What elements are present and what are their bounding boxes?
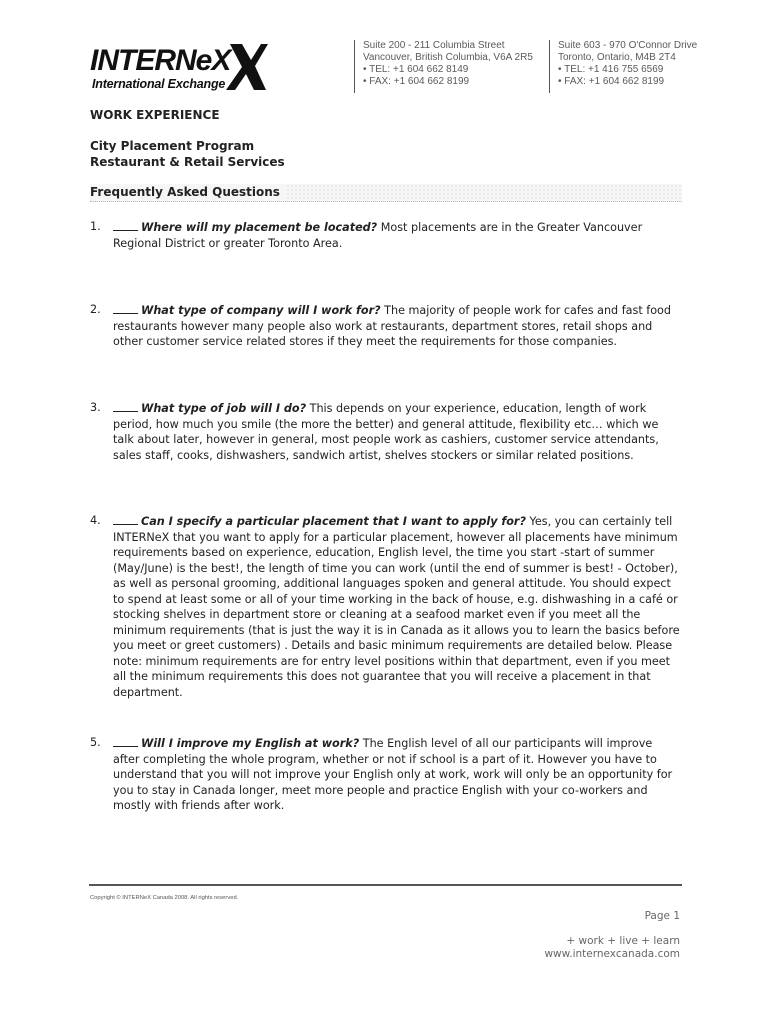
faq-item <box>90 735 682 814</box>
faq-number: 4. <box>90 514 101 527</box>
vancouver-office-address: Suite 200 - 211 Columbia Street Vancouver, British Columbia, V6A 2R5 • TEL: +1 604 662 8149 • FAX: +1 604 662 8199 <box>354 40 533 93</box>
footer-tagline: + work + live + learn <box>566 935 680 947</box>
answer-blank <box>113 735 138 747</box>
faq-question: What type of job will I do? <box>141 402 307 415</box>
faq-number: 5. <box>90 736 101 749</box>
website-link[interactable]: www.internexcanada.com <box>544 948 680 960</box>
faq-question: What type of company will I work for? <box>141 304 381 317</box>
section-heading: WORK EXPERIENCE <box>90 108 220 122</box>
faq-item <box>90 400 682 463</box>
faq-heading: Frequently Asked Questions <box>90 185 286 199</box>
faq-question: Will I improve my English at work? <box>141 737 360 750</box>
logo-wordmark: INTERNeX <box>90 44 231 77</box>
faq-question: Can I specify a particular placement that I want to apply for? <box>141 515 526 528</box>
faq-number: 1. <box>90 220 101 233</box>
logo-subtitle: International Exchange <box>92 77 226 91</box>
faq-answer: The majority of people work for cafes and fast food restaurants however many people also work at restaurants, department stores, retail shops and other customer service related stores if they meet the requirements for those companies. <box>113 304 671 348</box>
faq-answer: Most placements are in the Greater Vancouver Regional District or greater Toronto Area. <box>113 221 643 250</box>
copyright-notice: Copyright © INTERNeX Canada 2008. All rights reserved. <box>90 895 239 901</box>
faq-answer: The English level of all our participants will improve after completing the whole program, whether or not if school is a part of it. However you have to understand that you will not improve your English only at work, work will only be an opportunity for you to stay in Canada longer, meet more people and practice English with your co-workers and mostly with friends after work. <box>113 737 673 812</box>
faq-number: 3. <box>90 401 101 414</box>
faq-item <box>90 219 682 251</box>
page-number: Page 1 <box>644 910 680 922</box>
logo-x-mark-icon <box>226 44 268 90</box>
faq-question: Where will my placement be located? <box>141 221 378 234</box>
faq-item <box>90 513 682 700</box>
faq-item <box>90 302 682 350</box>
footer-divider <box>89 884 682 886</box>
faq-heading-bar <box>90 184 682 202</box>
faq-answer: Yes, you can certainly tell INTERNeX that you want to apply for a particular placement, however all placements have minimum requirements based on experience, education, English level, the time you start -start of summer (May/June) is the best!, the length of time you can work (until the end of summer is best! - October), as well as personal grooming, additional languages spoken and general attitude. You should expect to spend at least some or all of your time working in the back of house, e.g. dishwashing in a café or stocking shelves in department store or cleaning at a seafood market even if you meet all the minimum requirements (that is just the way it is in Canada as it allows you to learn the basics before you meet or greet customers) . Details and basic minimum requirements are detailed below. Please note: minimum requirements are for entry level positions within that department, even if you meet all the minimum requirements this does not guarantee that you will receive a placement in that department. <box>113 515 680 699</box>
faq-number: 2. <box>90 303 101 316</box>
answer-blank <box>113 219 138 231</box>
internex-logo <box>90 44 268 96</box>
faq-answer: This depends on your experience, education, length of work period, how much you smile (the more the better) and general attitude, flexibility etc… which we talk about later, however in general, most people work as cashiers, customer service attendants, sales staff, cooks, dishwashers, sandwich artist, shelves stockers or similar related positions. <box>113 402 659 462</box>
program-heading: City Placement Program <box>90 139 255 153</box>
answer-blank <box>113 400 138 412</box>
subprogram-heading: Restaurant & Retail Services <box>90 155 285 169</box>
answer-blank <box>113 513 138 525</box>
answer-blank <box>113 302 138 314</box>
toronto-office-address: Suite 603 - 970 O'Connor Drive Toronto, Ontario, M4B 2T4 • TEL: +1 416 755 6569 • FAX: +1 604 662 8199 <box>549 40 697 93</box>
